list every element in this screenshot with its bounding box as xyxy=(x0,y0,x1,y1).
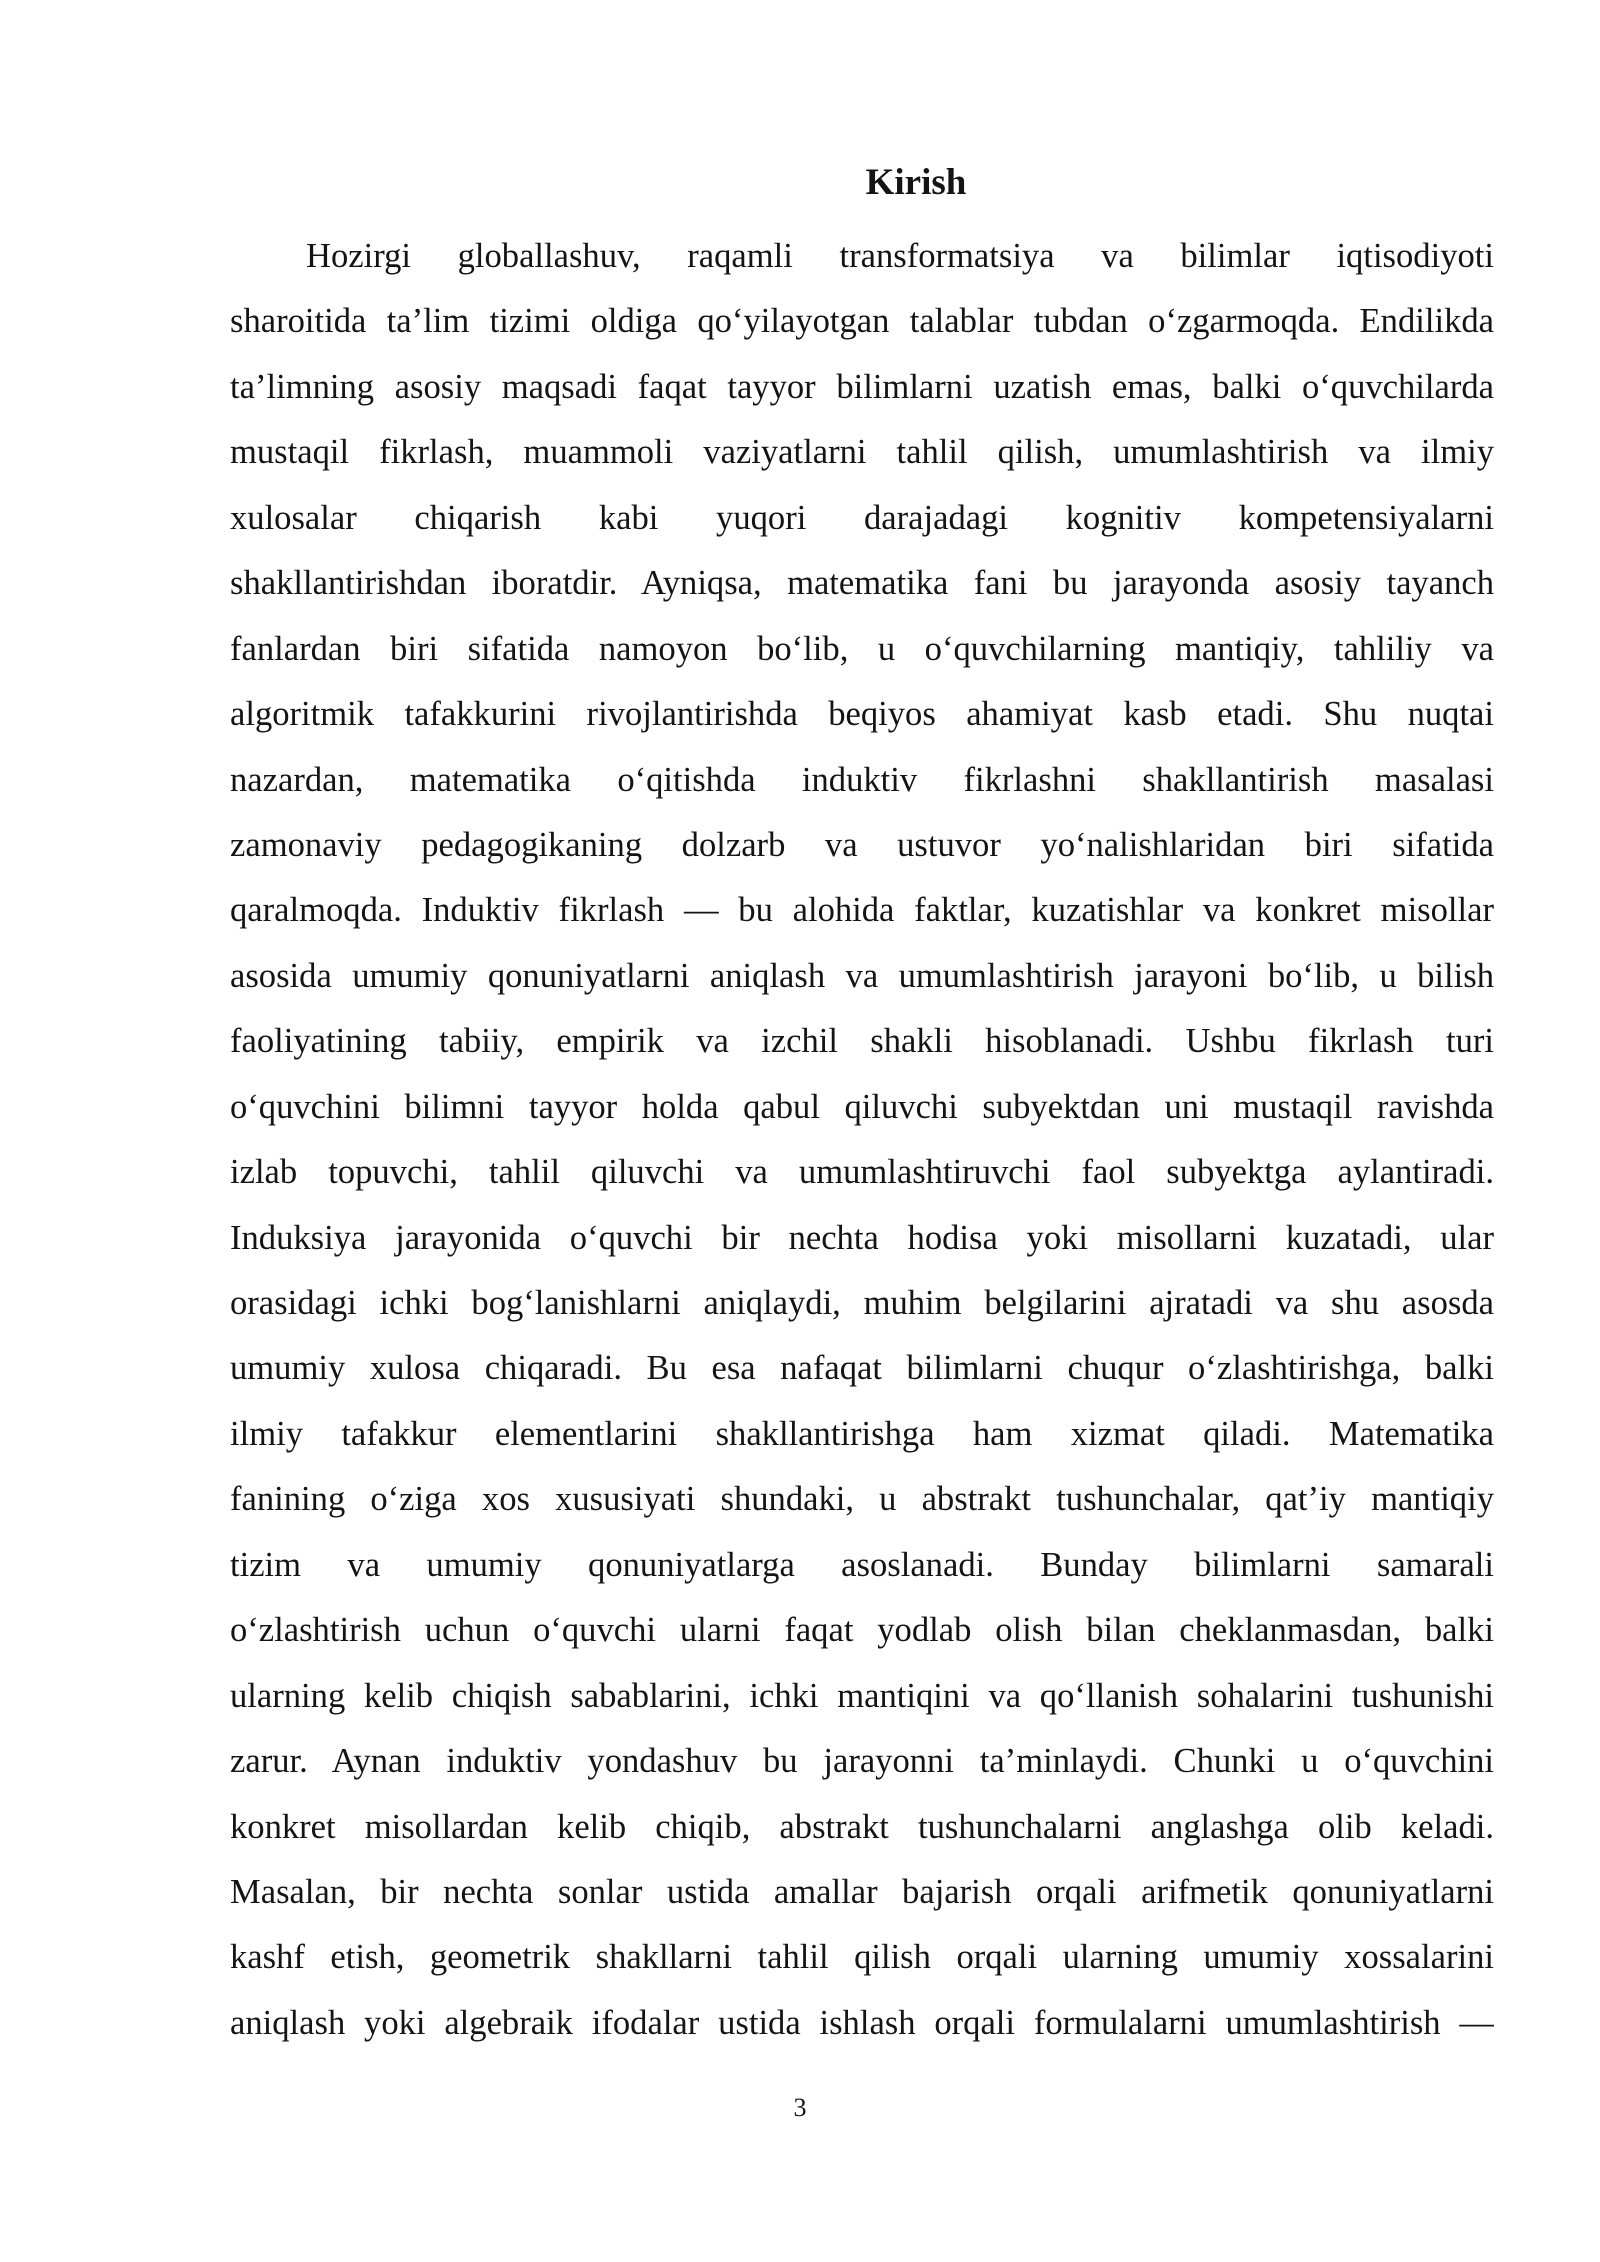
text-line: ularning kelib chiqish sabablarini, ichki mantiqini va qo‘llanish sohalarini tushunishi xyxy=(230,1676,1494,1715)
text-line: Induksiya jarayonida o‘quvchi bir nechta hodisa yoki misollarni kuzatadi, ular xyxy=(230,1218,1494,1257)
text-line: o‘zlashtirish uchun o‘quvchi ularni faqat yodlab olish bilan cheklanmasdan, balki xyxy=(230,1611,1494,1650)
text-line: zamonaviy pedagogikaning dolzarb va ustuvor yo‘nalishlaridan biri sifatida xyxy=(230,825,1494,864)
text-line: ilmiy tafakkur elementlarini shakllantirishga ham xizmat qiladi. Matematika xyxy=(230,1414,1494,1453)
text-line: tizim va umumiy qonuniyatlarga asoslanadi. Bunday bilimlarni samarali xyxy=(230,1545,1494,1584)
text-line: konkret misollardan kelib chiqib, abstrakt tushunchalarni anglashga olib keladi. xyxy=(230,1807,1494,1846)
text-line: shakllantirishdan iboratdir. Ayniqsa, matematika fani bu jarayonda asosiy tayanch xyxy=(230,564,1494,603)
text-line: aniqlash yoki algebraik ifodalar ustida ishlash orqali formulalarni umumlashtirish — xyxy=(230,2003,1494,2042)
section-heading: Kirish xyxy=(865,162,967,203)
page-number: 3 xyxy=(793,2093,807,2122)
text-line: zarur. Aynan induktiv yondashuv bu jarayonni ta’minlaydi. Chunki u o‘quvchini xyxy=(230,1742,1494,1781)
text-line: orasidagi ichki bog‘lanishlarni aniqlaydi, muhim belgilarini ajratadi va shu asosda xyxy=(230,1284,1494,1322)
text-line: sharoitida ta’lim tizimi oldiga qo‘yilayotgan talablar tubdan o‘zgarmoqda. Endilikda xyxy=(230,302,1494,341)
text-line: ta’limning asosiy maqsadi faqat tayyor bilimlarni uzatish emas, balki o‘quvchilarda xyxy=(230,367,1494,406)
text-line: xulosalar chiqarish kabi yuqori darajadagi kognitiv kompetensiyalarni xyxy=(230,498,1494,537)
text-line: o‘quvchini bilimni tayyor holda qabul qiluvchi subyektdan uni mustaqil ravishda xyxy=(230,1087,1494,1126)
text-line: izlab topuvchi, tahlil qiluvchi va umumlashtiruvchi faol subyektga aylantiradi. xyxy=(230,1153,1494,1192)
text-line: Hozirgi globallashuv, raqamli transformatsiya va bilimlar iqtisodiyoti xyxy=(306,237,1494,275)
text-line: asosida umumiy qonuniyatlarni aniqlash va umumlashtirish jarayoni bo‘lib, u bilish xyxy=(230,956,1494,995)
text-line: fanlardan biri sifatida namoyon bo‘lib, u o‘quvchilarning mantiqiy, tahliliy va xyxy=(230,629,1494,668)
text-line: algoritmik tafakkurini rivojlantirishda beqiyos ahamiyat kasb etadi. Shu nuqtai xyxy=(230,695,1494,734)
text-line: mustaqil fikrlash, muammoli vaziyatlarni tahlil qilish, umumlashtirish va ilmiy xyxy=(230,433,1494,472)
text-line: fanining o‘ziga xos xususiyati shundaki, u abstrakt tushunchalar, qat’iy mantiqiy xyxy=(230,1480,1494,1519)
text-line: nazardan, matematika o‘qitishda induktiv fikrlashni shakllantirish masalasi xyxy=(230,760,1494,799)
text-line: Masalan, bir nechta sonlar ustida amallar bajarish orqali arifmetik qonuniyatlarni xyxy=(230,1872,1494,1911)
body-paragraph xyxy=(230,224,1494,2056)
text-line: qaralmoqda. Induktiv fikrlash — bu alohida faktlar, kuzatishlar va konkret misollar xyxy=(230,891,1494,930)
text-line: faoliyatining tabiiy, empirik va izchil shakli hisoblanadi. Ushbu fikrlash turi xyxy=(230,1022,1494,1061)
text-line: kashf etish, geometrik shakllarni tahlil qilish orqali ularning umumiy xossalarini xyxy=(230,1938,1494,1977)
text-line: umumiy xulosa chiqaradi. Bu esa nafaqat bilimlarni chuqur o‘zlashtirishga, balki xyxy=(230,1349,1494,1388)
